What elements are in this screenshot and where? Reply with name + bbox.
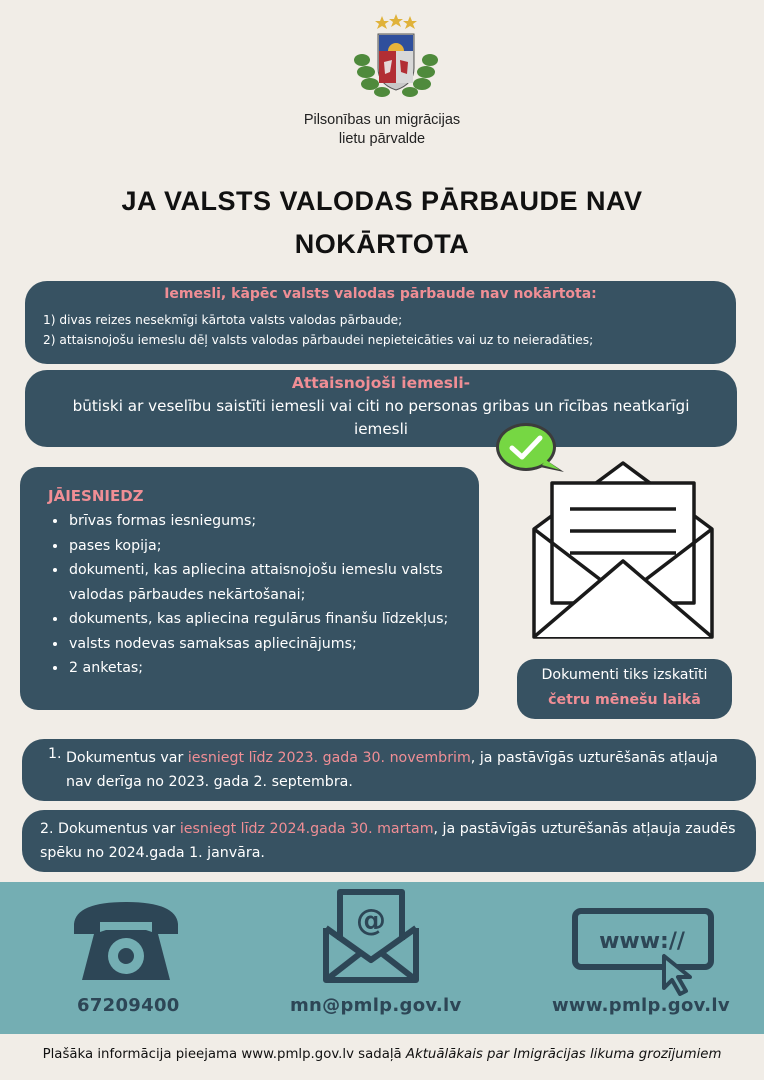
- reason-item-2: 2) attaisnojošu iemeslu dēļ valsts valodas pārbaudei nepieteicāties vai uz to neieradāties;: [43, 333, 594, 347]
- email-icon: [322, 888, 420, 984]
- phone-number-link[interactable]: 67209400: [77, 995, 180, 1016]
- page-title-line1: JA VALSTS VALODAS PĀRBAUDE NAV: [121, 186, 643, 216]
- deadline-2-panel: [22, 810, 756, 872]
- website-link[interactable]: www.pmlp.gov.lv: [552, 995, 730, 1016]
- email-link[interactable]: mn@pmlp.gov.lv: [290, 995, 462, 1016]
- review-time-line1: Dokumenti tiks izskatīti: [541, 667, 708, 683]
- deadline-1-after: , ja pastāvīgās uzturēšanās atļauja nav derīga no 2023. gada 2. septembra.: [66, 750, 718, 790]
- deadline-1-number: 1.: [48, 746, 62, 762]
- list-item: • dokuments, kas apliecina regulārus finanšu līdzekļus;: [68, 607, 488, 632]
- submit-heading: JĀIESNIEDZ: [48, 487, 144, 505]
- contact-band: [0, 882, 764, 1034]
- list-item: • 2 anketas;: [68, 656, 488, 681]
- list-item: • dokumenti, kas apliecina attaisnojošu iemeslu valsts valodas pārbaudes nekārtošanai;: [68, 558, 488, 607]
- deadline-1-panel: [22, 739, 756, 801]
- phone-icon: [68, 894, 184, 986]
- deadline-1-highlight: iesniegt līdz 2023. gada 30. novembrim: [187, 750, 471, 766]
- submit-panel: [20, 467, 479, 710]
- agency-name: [0, 111, 764, 149]
- reasons-panel: [25, 281, 736, 364]
- list-item: • brīvas formas iesniegums;: [68, 509, 488, 534]
- deadline-2-highlight: iesniegt līdz 2024.gada 30. martam: [179, 821, 434, 837]
- submit-list: [46, 509, 488, 681]
- review-time-panel: [517, 659, 732, 719]
- agency-name-line2: lietu pārvalde: [338, 131, 426, 147]
- page-title-line2: NOKĀRTOTA: [294, 229, 470, 259]
- footer-prefix: Plašāka informācija pieejama www.pmlp.gov.lv sadaļā: [42, 1047, 406, 1062]
- footer-italic: Aktuālākais par Imigrācijas likuma grozījumiem: [405, 1047, 722, 1062]
- email-icon-at: @: [356, 903, 386, 938]
- reason-item-1: 1) divas reizes nesekmīgi kārtota valsts valodas pārbaude;: [43, 313, 403, 327]
- deadline-2-after: , ja pastāvīgās uzturēšanās atļauja zaudēs spēku no 2024.gada 1. janvāra.: [40, 821, 736, 861]
- justified-reasons-panel: [25, 370, 737, 447]
- deadline-2-text: [40, 817, 750, 865]
- review-time-line2: četru mēnešu laikā: [548, 692, 701, 708]
- deadline-1-text: [66, 746, 746, 794]
- agency-name-line1: Pilsonības un migrācijas: [303, 112, 461, 128]
- website-icon-text: www://: [599, 929, 685, 954]
- list-item: • valsts nodevas samaksas apliecinājums;: [68, 632, 488, 657]
- footer-note: [0, 1047, 764, 1062]
- justified-reasons-heading: Attaisnojoši iemesli-: [291, 374, 471, 392]
- deadline-1-before: Dokumentus var: [66, 750, 188, 766]
- coat-of-arms-logo: [352, 14, 440, 100]
- page-title: [0, 180, 764, 266]
- justified-reasons-text: būtiski ar veselību saistīti iemesli vai citi no personas gribas un rīcības neatkarīgi iemesli: [72, 397, 690, 438]
- reasons-heading: Iemesli, kāpēc valsts valodas pārbaude nav nokārtota:: [164, 286, 597, 302]
- envelope-letter-icon: [530, 459, 716, 641]
- list-item: • pases kopija;: [68, 534, 488, 559]
- website-icon: [572, 908, 714, 996]
- deadline-2-before: 2. Dokumentus var: [40, 821, 180, 837]
